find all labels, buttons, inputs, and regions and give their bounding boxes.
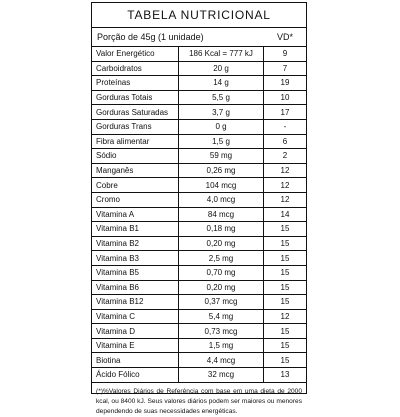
nutrient-quantity: 20 g xyxy=(179,61,264,76)
nutrient-row xyxy=(92,90,306,105)
nutrient-name: Vitamina E xyxy=(92,338,179,353)
nutrient-name: Vitamina B2 xyxy=(92,236,179,251)
nutrient-quantity: 4,4 mcg xyxy=(179,353,264,368)
nutrient-row xyxy=(92,338,306,353)
nutrient-daily-value: 17 xyxy=(264,105,307,120)
nutrition-table xyxy=(92,47,306,383)
nutrient-daily-value: 12 xyxy=(264,192,307,207)
nutrient-name: Proteínas xyxy=(92,76,179,91)
nutrient-daily-value: 15 xyxy=(264,324,307,339)
nutrient-quantity: 104 mcg xyxy=(179,178,264,193)
nutrient-quantity: 59 mg xyxy=(179,149,264,164)
nutrient-name: Vitamina A xyxy=(92,207,179,222)
nutrient-daily-value: 12 xyxy=(264,163,307,178)
nutrient-quantity: 0,20 mg xyxy=(179,236,264,251)
nutrient-row xyxy=(92,119,306,134)
nutrient-row xyxy=(92,105,306,120)
nutrient-name: Ácido Fólico xyxy=(92,368,179,383)
nutrient-row xyxy=(92,178,306,193)
nutrient-daily-value: 19 xyxy=(264,76,307,91)
nutrient-name: Gorduras Totais xyxy=(92,90,179,105)
nutrient-row xyxy=(92,280,306,295)
nutrient-quantity: 0,18 mg xyxy=(179,222,264,237)
nutrient-quantity: 4,0 mcg xyxy=(179,192,264,207)
nutrient-row xyxy=(92,163,306,178)
nutrient-name: Vitamina B5 xyxy=(92,265,179,280)
nutrient-daily-value: 15 xyxy=(264,295,307,310)
nutrient-name: Biotina xyxy=(92,353,179,368)
nutrient-name: Cromo xyxy=(92,192,179,207)
nutrient-row xyxy=(92,251,306,266)
nutrient-daily-value: 10 xyxy=(264,90,307,105)
nutrient-name: Manganês xyxy=(92,163,179,178)
nutrient-name: Vitamina B3 xyxy=(92,251,179,266)
nutrient-name: Valor Energético xyxy=(92,47,179,61)
nutrient-daily-value: 9 xyxy=(264,47,307,61)
nutrient-row xyxy=(92,295,306,310)
nutrient-row xyxy=(92,47,306,61)
vd-header: VD* xyxy=(276,32,293,42)
portion-header xyxy=(92,28,306,47)
nutrient-name: Fibra alimentar xyxy=(92,134,179,149)
nutrient-name: Sódio xyxy=(92,149,179,164)
nutrient-row xyxy=(92,236,306,251)
nutrient-quantity: 1,5 mg xyxy=(179,338,264,353)
nutrient-quantity: 0,70 mg xyxy=(179,265,264,280)
nutrient-daily-value: 15 xyxy=(264,265,307,280)
nutrient-daily-value: 15 xyxy=(264,280,307,295)
nutrient-quantity: 0,73 mcg xyxy=(179,324,264,339)
nutrient-row xyxy=(92,76,306,91)
nutrient-quantity: 32 mcg xyxy=(179,368,264,383)
nutrient-daily-value: 6 xyxy=(264,134,307,149)
nutrient-quantity: 0 g xyxy=(179,119,264,134)
nutrient-row xyxy=(92,265,306,280)
nutrient-quantity: 2,5 mg xyxy=(179,251,264,266)
nutrient-row xyxy=(92,61,306,76)
nutrient-name: Vitamina B12 xyxy=(92,295,179,310)
nutrient-quantity: 186 Kcal = 777 kJ xyxy=(179,47,264,61)
nutrient-row xyxy=(92,222,306,237)
nutrient-daily-value: - xyxy=(264,119,307,134)
nutrient-daily-value: 15 xyxy=(264,353,307,368)
nutrition-facts-label xyxy=(91,2,307,415)
nutrient-daily-value: 7 xyxy=(264,61,307,76)
nutrient-quantity: 0,26 mg xyxy=(179,163,264,178)
nutrient-daily-value: 13 xyxy=(264,368,307,383)
nutrient-row xyxy=(92,149,306,164)
nutrient-daily-value: 15 xyxy=(264,236,307,251)
nutrient-name: Gorduras Saturadas xyxy=(92,105,179,120)
nutrient-daily-value: 15 xyxy=(264,251,307,266)
nutrient-name: Cobre xyxy=(92,178,179,193)
nutrient-row xyxy=(92,134,306,149)
nutrient-quantity: 0,20 mg xyxy=(179,280,264,295)
nutrient-daily-value: 2 xyxy=(264,149,307,164)
nutrient-quantity: 5,5 g xyxy=(179,90,264,105)
nutrient-daily-value: 15 xyxy=(264,222,307,237)
nutrient-daily-value: 12 xyxy=(264,178,307,193)
nutrient-row xyxy=(92,368,306,383)
nutrient-quantity: 3,7 g xyxy=(179,105,264,120)
nutrient-name: Carboidratos xyxy=(92,61,179,76)
nutrient-quantity: 1,5 g xyxy=(179,134,264,149)
nutrient-row xyxy=(92,309,306,324)
nutrient-quantity: 84 mcg xyxy=(179,207,264,222)
nutrient-row xyxy=(92,192,306,207)
nutrient-name: Vitamina B6 xyxy=(92,280,179,295)
nutrient-quantity: 5,4 mg xyxy=(179,309,264,324)
nutrient-daily-value: 15 xyxy=(264,338,307,353)
nutrient-row xyxy=(92,324,306,339)
nutrient-row xyxy=(92,207,306,222)
nutrient-name: Gorduras Trans xyxy=(92,119,179,134)
nutrient-name: Vitamina D xyxy=(92,324,179,339)
nutrient-quantity: 0,37 mcg xyxy=(179,295,264,310)
footnote: (*)%Valores Diários de Referência com base em uma dieta de 2000 kcal, ou 8400 kJ. Seus valores diários podem ser maiores ou menores dependendo de suas necessidades energéticas. xyxy=(96,387,302,415)
nutrient-name: Vitamina C xyxy=(92,309,179,324)
portion-size: Porção de 45g (1 unidade) xyxy=(97,32,204,42)
nutrient-daily-value: 12 xyxy=(264,309,307,324)
nutrient-name: Vitamina B1 xyxy=(92,222,179,237)
label-title: TABELA NUTRICIONAL xyxy=(92,3,306,28)
nutrient-row xyxy=(92,353,306,368)
nutrient-daily-value: 14 xyxy=(264,207,307,222)
nutrient-quantity: 14 g xyxy=(179,76,264,91)
